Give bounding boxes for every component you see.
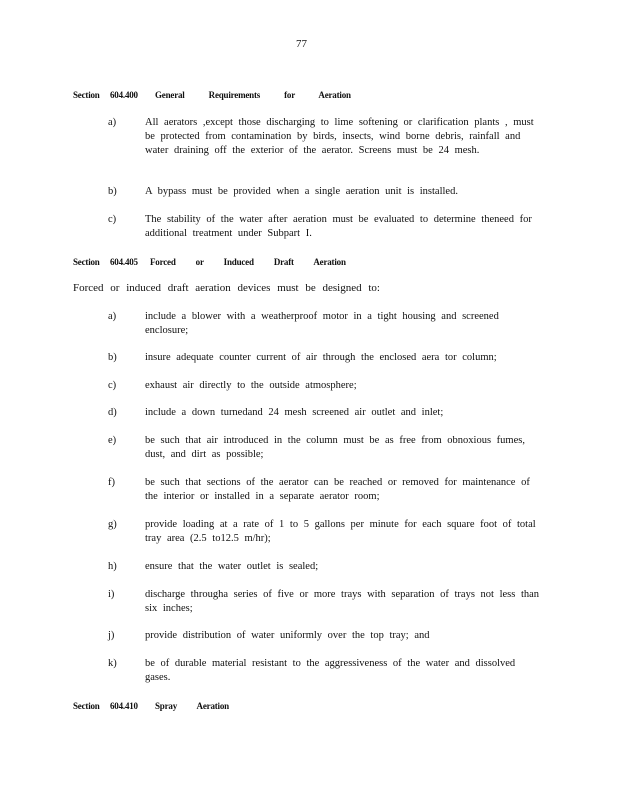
- section-number: 604.400: [110, 90, 138, 100]
- list-marker: c): [108, 214, 117, 225]
- list-item-text: discharge througha series of five or more trays with separation of trays not less than six inches;: [145, 589, 540, 614]
- list-marker: i): [108, 589, 115, 600]
- list-marker: k): [108, 658, 117, 669]
- list-marker: h): [108, 561, 117, 572]
- list-marker: f): [108, 477, 115, 488]
- list-marker: a): [108, 311, 117, 322]
- list-item-text: All aerators ,except those discharging to lime softening or clarification plants , must be protected from contamination by birds, insects, wind borne debris, rainfall and water draining off the exterior of the aerator. Screens must be 24 mesh.: [145, 117, 534, 156]
- section-number: 604.410: [110, 701, 138, 711]
- list-item-text: be of durable material resistant to the aggressiveness of the water and dissolved gases.: [145, 658, 516, 683]
- list-item-text: exhaust air directly to the outside atmosphere;: [145, 380, 357, 391]
- list-marker: b): [108, 186, 117, 197]
- section-title: Spray Aeration: [155, 701, 229, 711]
- list-item-text: be such that sections of the aerator can be reached or removed for maintenance of the interior or installed in a separate aerator room;: [145, 477, 530, 502]
- section-heading-604-410: [73, 701, 229, 711]
- list-marker: g): [108, 519, 117, 530]
- section-label: Section: [73, 257, 100, 267]
- section-heading-604-405: [73, 257, 346, 267]
- section-label: Section: [73, 90, 100, 100]
- list-item-text: insure adequate counter current of air through the enclosed aera tor column;: [145, 352, 497, 363]
- list-marker: c): [108, 380, 117, 391]
- list-item-text: be such that air introduced in the column must be as free from obnoxious fumes, dust, and dirt as possible;: [145, 435, 525, 460]
- list-marker: d): [108, 407, 117, 418]
- list-marker: j): [108, 630, 115, 641]
- section-number: 604.405: [110, 257, 138, 267]
- list-item-text: A bypass must be provided when a single aeration unit is installed.: [145, 186, 458, 197]
- section-title: Forced or Induced Draft Aeration: [150, 257, 346, 267]
- list-marker: a): [108, 117, 117, 128]
- list-item-text: provide loading at a rate of 1 to 5 gallons per minute for each square foot of total tray area (2.5 to12.5 m/hr);: [145, 519, 536, 544]
- section-label: Section: [73, 701, 100, 711]
- list-item-text: The stability of the water after aeration must be evaluated to determine theneed for additional treatment under Subpart I.: [145, 214, 532, 239]
- section-title: General Requirements for Aeration: [155, 90, 351, 100]
- list-marker: e): [108, 435, 117, 446]
- page-number: 77: [296, 38, 307, 50]
- section-intro: Forced or induced draft aeration devices must be designed to:: [73, 282, 380, 294]
- list-marker: b): [108, 352, 117, 363]
- list-item-text: ensure that the water outlet is sealed;: [145, 561, 319, 572]
- list-item-text: include a down turnedand 24 mesh screened air outlet and inlet;: [145, 407, 444, 418]
- section-heading-604-400: [73, 90, 351, 100]
- list-item-text: include a blower with a weatherproof motor in a tight housing and screened enclosure;: [145, 311, 499, 336]
- list-item-text: provide distribution of water uniformly over the top tray; and: [145, 630, 430, 641]
